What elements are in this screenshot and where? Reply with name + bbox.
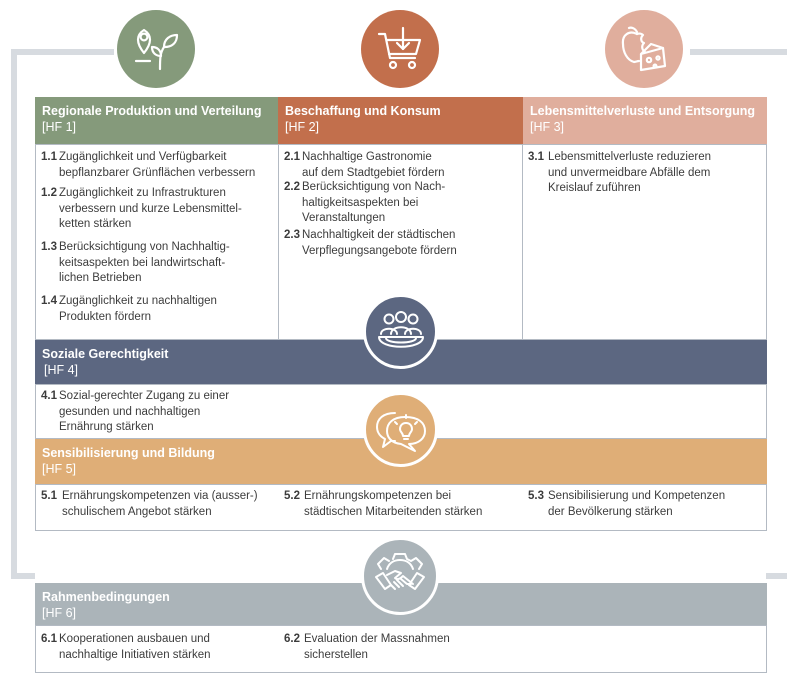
list-item: 2.3 Nachhaltigkeit der städtischen Verpflegungsangebote fördern	[284, 229, 457, 257]
list-item: 1.4 Zugänglichkeit zu nachhaltigen Produkten fördern	[41, 295, 217, 323]
hf3-title: Lebensmittelverluste und Entsorgung	[530, 104, 756, 118]
hf1-title: Regionale Produktion und Verteilung	[42, 104, 262, 118]
column-divider	[522, 144, 523, 340]
hf5-title: Sensibilisierung und Bildung	[42, 446, 215, 460]
hf3-header	[523, 97, 767, 144]
gear-handshake-icon	[361, 537, 439, 615]
list-item: 3.1 Lebensmittelverluste reduzieren und unvermeidbare Abfälle dem Kreislauf zuführen	[528, 151, 712, 195]
frame-bracket-left	[11, 49, 17, 579]
list-item: 1.1 Zugänglichkeit und Verfügbarkeit bepflanzbarer Grünflächen verbessern	[41, 151, 256, 179]
frame-bracket-bottom-left	[11, 573, 35, 579]
list-item: 5.3 Sensibilisierung und Kompetenzen der Bevölkerung stärken	[528, 490, 726, 518]
list-item: 2.2 Berücksichtigung von Nach- haltigkeitsaspekten bei Veranstaltungen	[284, 181, 446, 225]
hf6-title: Rahmenbedingungen	[42, 590, 170, 604]
hf3-code: [HF 3]	[530, 120, 565, 134]
list-item: 5.1 Ernährungskompetenzen via (ausser-) schulischem Angebot stärken	[41, 490, 258, 518]
frame-bracket-top-left	[11, 49, 114, 55]
speech-bubbles-lightbulb-icon	[363, 392, 438, 467]
list-item: 6.2 Evaluation der Massnahmen sicherstellen	[284, 633, 450, 661]
hf4-title: Soziale Gerechtigkeit	[42, 347, 169, 361]
hf1-header	[35, 97, 278, 144]
hf2-code: [HF 2]	[285, 120, 320, 134]
hf6-code: [HF 6]	[42, 606, 77, 620]
hf5-code: [HF 5]	[42, 462, 77, 476]
location-plant-icon	[117, 10, 195, 88]
people-group-icon	[363, 294, 438, 369]
list-item: 5.2 Ernährungskompetenzen bei städtischen Mitarbeitenden stärken	[284, 490, 483, 518]
shopping-cart-download-icon	[361, 10, 439, 88]
list-item: 6.1 Kooperationen ausbauen und nachhaltige Initiativen stärken	[41, 633, 211, 661]
list-item: 1.3 Berücksichtigung von Nachhaltig- keitsaspekten bei landwirtschaft- lichen Betrieben	[41, 241, 230, 285]
list-item: 1.2 Zugänglichkeit zu Infrastrukturen verbessern und kurze Lebensmittel- ketten stärken	[41, 187, 242, 231]
list-item: 2.1 Nachhaltige Gastronomie auf dem Stadtgebiet fördern	[284, 151, 445, 179]
hf2-header	[278, 97, 523, 144]
list-item: 4.1 Sozial-gerechter Zugang zu einer gesunden und nachhaltigen Ernährung stärken	[41, 390, 230, 434]
food-waste-apple-cheese-icon	[605, 10, 683, 88]
hf2-title: Beschaffung und Konsum	[285, 104, 441, 118]
column-divider	[278, 144, 279, 340]
hf4-code: [HF 4]	[44, 363, 79, 377]
frame-bracket-top-right	[690, 49, 787, 55]
hf1-code: [HF 1]	[42, 120, 77, 134]
frame-bracket-bottom-right	[766, 573, 787, 579]
